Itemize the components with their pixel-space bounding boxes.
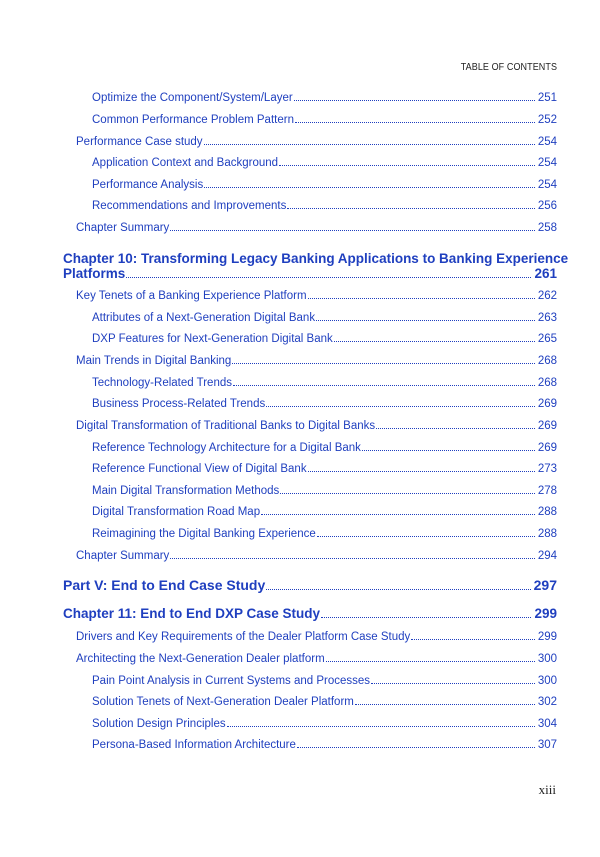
toc-entry[interactable]: [92, 333, 557, 345]
toc-entry[interactable]: [92, 92, 557, 104]
toc-entry-page: 265: [537, 333, 557, 345]
toc-entry-page: 254: [537, 157, 557, 169]
toc-entry-title: Main Trends in Digital Banking: [76, 355, 232, 367]
toc-entry[interactable]: [76, 355, 557, 367]
toc-entry[interactable]: [92, 179, 557, 191]
toc-entry[interactable]: [92, 200, 557, 212]
toc-entry-page: 254: [537, 179, 557, 191]
dot-leader: [232, 363, 534, 364]
dot-leader: [204, 144, 535, 145]
dot-leader: [170, 230, 535, 231]
toc-entry-title: Common Performance Problem Pattern: [92, 114, 294, 126]
toc-entry[interactable]: [92, 114, 557, 126]
toc-entry[interactable]: [76, 653, 557, 665]
dot-leader: [334, 341, 535, 342]
toc-entry[interactable]: [92, 463, 557, 475]
toc-entry-title: Platforms: [63, 266, 126, 281]
toc-entry[interactable]: [76, 222, 557, 234]
toc-entry-page: 254: [537, 136, 557, 148]
page-number: xiii: [538, 782, 556, 797]
dot-leader: [280, 493, 535, 494]
toc-entry-page: 278: [537, 485, 557, 497]
toc-entry-page: 269: [537, 398, 557, 410]
toc-entry-title: Architecting the Next-Generation Dealer platform: [76, 653, 325, 665]
toc-entry[interactable]: [92, 377, 557, 389]
toc-chapter-entry[interactable]: [63, 606, 557, 621]
toc-entry[interactable]: [92, 157, 557, 169]
dot-leader: [294, 100, 535, 101]
toc-entry-page: 261: [534, 266, 557, 281]
toc-entry[interactable]: [92, 675, 557, 687]
toc-entry[interactable]: [76, 631, 557, 643]
dot-leader: [261, 514, 535, 515]
dot-leader: [308, 298, 535, 299]
dot-leader: [326, 661, 535, 662]
toc-entry[interactable]: [92, 312, 557, 324]
toc-entry[interactable]: [92, 696, 557, 708]
dot-leader: [308, 471, 535, 472]
toc-entry-page: 269: [537, 442, 557, 454]
dot-leader: [295, 122, 535, 123]
toc-entry-title: Solution Tenets of Next-Generation Dealer Platform: [92, 696, 354, 708]
toc-entry-title: Performance Analysis: [92, 179, 204, 191]
toc-entry-page: 268: [537, 377, 557, 389]
dot-leader: [266, 589, 530, 590]
toc-entry-title: Recommendations and Improvements: [92, 200, 287, 212]
dot-leader: [204, 187, 535, 188]
toc-entry-page: 256: [537, 200, 557, 212]
toc-entry[interactable]: [76, 550, 557, 562]
toc-entry[interactable]: [92, 506, 557, 518]
dot-leader: [411, 639, 535, 640]
dot-leader: [266, 406, 535, 407]
toc-entry-title: Reimagining the Digital Banking Experience: [92, 528, 316, 540]
toc-entry-title: Drivers and Key Requirements of the Dealer Platform Case Study: [76, 631, 411, 643]
toc-entry[interactable]: [76, 420, 557, 432]
toc-entry-title: Digital Transformation of Traditional Banks to Digital Banks: [76, 420, 376, 432]
toc-entry-page: 288: [537, 506, 557, 518]
dot-leader: [362, 450, 535, 451]
toc-entry-title: Chapter 11: End to End DXP Case Study: [63, 606, 321, 621]
toc-entry-page: 299: [537, 631, 557, 643]
dot-leader: [355, 704, 535, 705]
dot-leader: [279, 165, 535, 166]
running-header: TABLE OF CONTENTS: [460, 62, 557, 73]
toc-entry[interactable]: [92, 398, 557, 410]
toc-entry-page: 299: [534, 606, 557, 621]
toc-entry-title: Reference Functional View of Digital Bank: [92, 463, 307, 475]
dot-leader: [321, 617, 531, 618]
dot-leader: [317, 536, 535, 537]
dot-leader: [376, 428, 535, 429]
toc-entry[interactable]: [92, 528, 557, 540]
toc-entry-page: 300: [537, 675, 557, 687]
toc-entry[interactable]: [76, 290, 557, 302]
toc-entry-title: Optimize the Component/System/Layer: [92, 92, 293, 104]
toc-entry-title: Part V: End to End Case Study: [63, 577, 266, 593]
toc-entry-title: DXP Features for Next-Generation Digital Bank: [92, 333, 333, 345]
toc-entry-title: Chapter Summary: [76, 222, 170, 234]
dot-leader: [297, 747, 535, 748]
toc-entry-page: 273: [537, 463, 557, 475]
toc-entry[interactable]: [92, 485, 557, 497]
dot-leader: [126, 277, 531, 278]
toc-entry-title: Digital Transformation Road Map: [92, 506, 261, 518]
dot-leader: [287, 208, 534, 209]
toc-entry[interactable]: [92, 739, 557, 751]
toc-entry-title: Reference Technology Architecture for a Digital Bank: [92, 442, 361, 454]
dot-leader: [227, 726, 535, 727]
toc-entry-page: 288: [537, 528, 557, 540]
toc-part-entry[interactable]: [63, 577, 557, 593]
toc-entry-page: 251: [537, 92, 557, 104]
toc-entry-page: 294: [537, 550, 557, 562]
toc-entry-title: Key Tenets of a Banking Experience Platform: [76, 290, 307, 302]
toc-entry[interactable]: [92, 718, 557, 730]
toc-entry[interactable]: [92, 442, 557, 454]
dot-leader: [316, 320, 535, 321]
toc-entry-title: Application Context and Background: [92, 157, 279, 169]
toc-entry-page: 263: [537, 312, 557, 324]
toc-entry-title: Attributes of a Next-Generation Digital Bank: [92, 312, 316, 324]
toc-entry-title: Performance Case study: [76, 136, 203, 148]
toc-entry-page: 300: [537, 653, 557, 665]
toc-entry-title: Main Digital Transformation Methods: [92, 485, 280, 497]
toc-chapter-entry[interactable]: [63, 266, 557, 281]
toc-entry-page: 302: [537, 696, 557, 708]
toc-entry-page: 268: [537, 355, 557, 367]
dot-leader: [170, 558, 535, 559]
dot-leader: [371, 683, 535, 684]
toc-entry-page: 297: [533, 577, 557, 593]
toc-entry-title: Business Process-Related Trends: [92, 398, 266, 410]
toc-entry-title: Persona-Based Information Architecture: [92, 739, 296, 751]
toc-entry-page: 252: [537, 114, 557, 126]
toc-entry-page: 307: [537, 739, 557, 751]
toc-entry-page: 269: [537, 420, 557, 432]
toc-entry[interactable]: [76, 136, 557, 148]
toc-entry-title: Pain Point Analysis in Current Systems and Processes: [92, 675, 371, 687]
toc-entry-title: Chapter Summary: [76, 550, 170, 562]
toc-entry-title: Solution Design Principles: [92, 718, 226, 730]
chapter-10-title-line[interactable]: Chapter 10: Transforming Legacy Banking Applications to Banking Experience: [63, 251, 569, 266]
toc-entry-page: 262: [537, 290, 557, 302]
toc-entry-page: 258: [537, 222, 557, 234]
toc-entry-page: 304: [537, 718, 557, 730]
dot-leader: [233, 385, 535, 386]
toc-entry-title: Technology-Related Trends: [92, 377, 232, 389]
